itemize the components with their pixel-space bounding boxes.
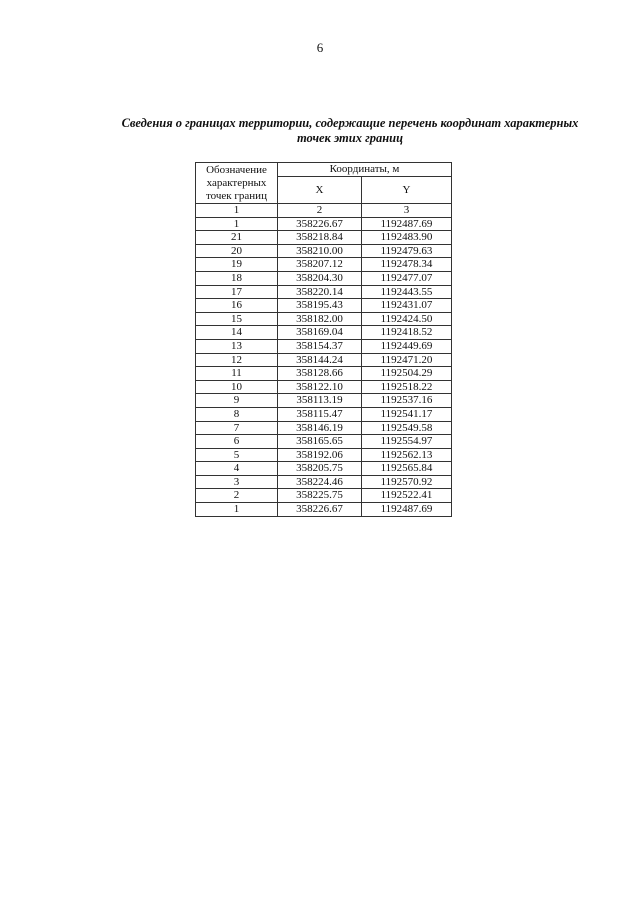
point-cell: 11 (196, 367, 278, 381)
y-coordinate-cell: 1192477.07 (362, 271, 452, 285)
point-cell: 1 (196, 503, 278, 517)
point-cell: 12 (196, 353, 278, 367)
y-coordinate-cell: 1192522.41 (362, 489, 452, 503)
y-coordinate-cell: 1192418.52 (362, 326, 452, 340)
x-coordinate-cell: 358182.00 (278, 312, 362, 326)
table-row (196, 475, 452, 489)
x-coordinate-cell: 358113.19 (278, 394, 362, 408)
column-number-2: 2 (278, 204, 362, 218)
x-coordinate-cell: 358128.66 (278, 367, 362, 381)
x-coordinate-cell: 358192.06 (278, 448, 362, 462)
table-row (196, 421, 452, 435)
y-coordinate-cell: 1192478.34 (362, 258, 452, 272)
point-cell: 3 (196, 475, 278, 489)
point-cell: 10 (196, 380, 278, 394)
x-coordinate-cell: 358195.43 (278, 299, 362, 313)
table-row (196, 435, 452, 449)
table-row (196, 299, 452, 313)
y-coordinate-cell: 1192449.69 (362, 339, 452, 353)
point-cell: 18 (196, 271, 278, 285)
y-coordinate-cell: 1192537.16 (362, 394, 452, 408)
x-coordinate-cell: 358122.10 (278, 380, 362, 394)
column-number-row (196, 204, 452, 218)
y-coordinate-cell: 1192504.29 (362, 367, 452, 381)
title-line-2: точек этих границ (296, 131, 404, 145)
x-coordinate-cell: 358204.30 (278, 271, 362, 285)
y-coordinate-cell: 1192479.63 (362, 244, 452, 258)
table-row (196, 271, 452, 285)
x-coordinate-cell: 358218.84 (278, 231, 362, 245)
x-coordinate-cell: 358165.65 (278, 435, 362, 449)
x-coordinate-cell: 358169.04 (278, 326, 362, 340)
x-coordinate-cell: 358210.00 (278, 244, 362, 258)
y-coordinate-cell: 1192483.90 (362, 231, 452, 245)
coordinates-table (195, 162, 452, 517)
x-coordinate-cell: 358154.37 (278, 339, 362, 353)
point-cell: 6 (196, 435, 278, 449)
table-row (196, 285, 452, 299)
table-row (196, 353, 452, 367)
point-cell: 9 (196, 394, 278, 408)
y-coordinate-cell: 1192565.84 (362, 462, 452, 476)
table-row (196, 489, 452, 503)
point-cell: 8 (196, 407, 278, 421)
x-coordinate-cell: 358220.14 (278, 285, 362, 299)
point-cell: 4 (196, 462, 278, 476)
point-cell: 13 (196, 339, 278, 353)
page-number: 6 (316, 40, 324, 55)
point-cell: 19 (196, 258, 278, 272)
table-row (196, 380, 452, 394)
x-coordinate-cell: 358207.12 (278, 258, 362, 272)
point-cell: 20 (196, 244, 278, 258)
table-row (196, 367, 452, 381)
y-coordinate-cell: 1192562.13 (362, 448, 452, 462)
table-row (196, 394, 452, 408)
header-x: X (278, 176, 362, 203)
point-cell: 2 (196, 489, 278, 503)
point-cell: 21 (196, 231, 278, 245)
point-cell: 15 (196, 312, 278, 326)
table-row (196, 326, 452, 340)
point-cell: 7 (196, 421, 278, 435)
point-cell: 1 (196, 217, 278, 231)
y-coordinate-cell: 1192487.69 (362, 503, 452, 517)
y-coordinate-cell: 1192570.92 (362, 475, 452, 489)
x-coordinate-cell: 358225.75 (278, 489, 362, 503)
table-row (196, 407, 452, 421)
table-row (196, 258, 452, 272)
table-row (196, 312, 452, 326)
point-cell: 5 (196, 448, 278, 462)
table-body (196, 217, 452, 516)
column-number-1: 1 (196, 204, 278, 218)
x-coordinate-cell: 358115.47 (278, 407, 362, 421)
table-row (196, 217, 452, 231)
point-cell: 14 (196, 326, 278, 340)
x-coordinate-cell: 358146.19 (278, 421, 362, 435)
column-number-3: 3 (362, 204, 452, 218)
table-row (196, 231, 452, 245)
x-coordinate-cell: 358224.46 (278, 475, 362, 489)
title-line-1: Сведения о границах территории, содержащие перечень координат характерных (121, 116, 579, 130)
y-coordinate-cell: 1192471.20 (362, 353, 452, 367)
header-point-designation: Обозначение характерных точек границ (196, 163, 278, 204)
y-coordinate-cell: 1192541.17 (362, 407, 452, 421)
y-coordinate-cell: 1192443.55 (362, 285, 452, 299)
point-cell: 17 (196, 285, 278, 299)
y-coordinate-cell: 1192487.69 (362, 217, 452, 231)
x-coordinate-cell: 358226.67 (278, 503, 362, 517)
point-cell: 16 (196, 299, 278, 313)
x-coordinate-cell: 358144.24 (278, 353, 362, 367)
y-coordinate-cell: 1192549.58 (362, 421, 452, 435)
table-row (196, 448, 452, 462)
y-coordinate-cell: 1192518.22 (362, 380, 452, 394)
table-row (196, 503, 452, 517)
header-coordinates: Координаты, м (278, 163, 452, 177)
header-y: Y (362, 176, 452, 203)
y-coordinate-cell: 1192424.50 (362, 312, 452, 326)
table-row (196, 244, 452, 258)
table-row (196, 462, 452, 476)
x-coordinate-cell: 358226.67 (278, 217, 362, 231)
y-coordinate-cell: 1192554.97 (362, 435, 452, 449)
y-coordinate-cell: 1192431.07 (362, 299, 452, 313)
table-row (196, 339, 452, 353)
x-coordinate-cell: 358205.75 (278, 462, 362, 476)
page-title (100, 116, 600, 146)
